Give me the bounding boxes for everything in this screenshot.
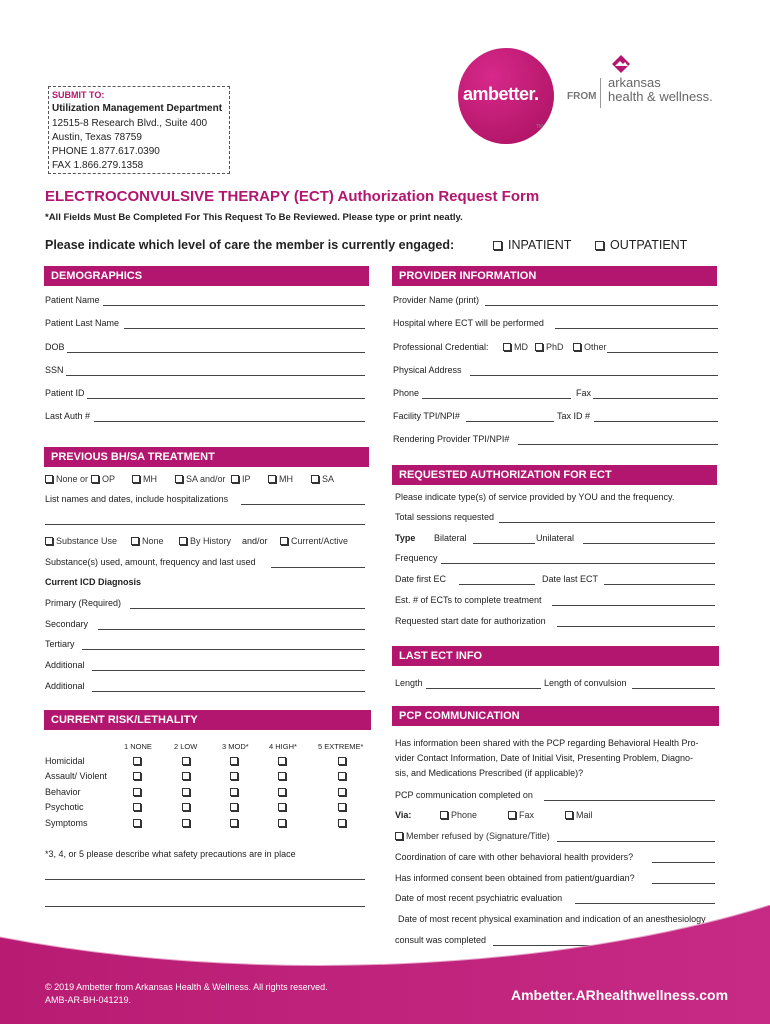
pcp-info-line3: sis, and Medications Prescribed (if applicable)? bbox=[395, 768, 584, 778]
risk-checkbox-r4-c3[interactable] bbox=[230, 803, 238, 811]
via-phone-label: Phone bbox=[451, 810, 478, 820]
additional2-field[interactable] bbox=[92, 691, 365, 692]
risk-checkbox-r5-c2[interactable] bbox=[182, 819, 190, 827]
and-or-label: and/or bbox=[242, 536, 268, 546]
risk-checkbox-r5-c3[interactable] bbox=[230, 819, 238, 827]
cred-phd-label: PhD bbox=[546, 342, 564, 352]
via-fax-option[interactable] bbox=[508, 810, 534, 820]
submit-heading: SUBMIT TO: bbox=[52, 90, 105, 100]
patient-last-name-label: Patient Last Name bbox=[45, 318, 120, 328]
risk-checkbox-r5-c4[interactable] bbox=[278, 819, 286, 827]
tertiary-field[interactable] bbox=[82, 649, 365, 650]
hospital-field[interactable] bbox=[555, 328, 718, 329]
risk-note-field-1[interactable] bbox=[45, 879, 365, 880]
icd-label: Current ICD Diagnosis bbox=[45, 577, 142, 587]
risk-checkbox-r3-c1[interactable] bbox=[133, 788, 141, 796]
convulsion-field[interactable] bbox=[632, 688, 715, 689]
list-names-field[interactable] bbox=[241, 504, 365, 505]
taxid-label: Tax ID # bbox=[557, 411, 591, 421]
date-first-label: Date first EC bbox=[395, 574, 447, 584]
prev-mh2-checkbox[interactable] bbox=[268, 475, 276, 483]
risk-checkbox-r3-c3[interactable] bbox=[230, 788, 238, 796]
est-label: Est. # of ECTs to complete treatment bbox=[395, 595, 542, 605]
by-history-checkbox[interactable] bbox=[179, 537, 187, 545]
current-active-option[interactable] bbox=[280, 536, 348, 546]
sessions-label: Total sessions requested bbox=[395, 512, 495, 522]
logo-org-line2: health & wellness. bbox=[608, 89, 713, 104]
last-auth-label: Last Auth # bbox=[45, 411, 91, 421]
coordination-label: Coordination of care with other behavioral health providers? bbox=[395, 852, 634, 862]
risk-checkbox-r1-c4[interactable] bbox=[278, 757, 286, 765]
prev-none-option[interactable] bbox=[45, 474, 88, 484]
risk-col-3: 3 MOD* bbox=[222, 742, 249, 751]
via-fax-label: Fax bbox=[519, 810, 535, 820]
physical-address-label: Physical Address bbox=[393, 365, 462, 375]
unilateral-label: Unilateral bbox=[536, 533, 575, 543]
prev-none-checkbox[interactable] bbox=[45, 475, 53, 483]
current-active-label: Current/Active bbox=[291, 536, 349, 546]
substances-label: Substance(s) used, amount, frequency and last used bbox=[45, 557, 256, 567]
dob-field[interactable] bbox=[67, 352, 365, 353]
outpatient-label: OUTPATIENT bbox=[610, 238, 688, 252]
bilateral-field[interactable] bbox=[473, 543, 535, 544]
primary-field[interactable] bbox=[130, 608, 365, 609]
risk-checkbox-r3-c5[interactable] bbox=[338, 788, 346, 796]
logo-divider bbox=[600, 78, 601, 108]
patient-id-label: Patient ID bbox=[45, 388, 85, 398]
frequency-field[interactable] bbox=[441, 563, 715, 564]
risk-checkbox-r3-c4[interactable] bbox=[278, 788, 286, 796]
facility-label: Facility TPI/NPI# bbox=[393, 411, 460, 421]
risk-col-4: 4 HIGH* bbox=[269, 742, 297, 751]
prev-sa-option[interactable] bbox=[311, 474, 334, 484]
risk-checkbox-r2-c1[interactable] bbox=[133, 772, 141, 780]
via-mail-label: Mail bbox=[576, 810, 593, 820]
footer-copyright: © 2019 Ambetter from Arkansas Health & Wellness. All rights reserved. bbox=[45, 982, 328, 992]
substance-use-option[interactable] bbox=[45, 536, 117, 546]
care-question: Please indicate which level of care the member is currently engaged: bbox=[45, 238, 455, 252]
patient-name-field[interactable] bbox=[103, 305, 365, 306]
est-field[interactable] bbox=[552, 605, 715, 606]
ambetter-tm: TM bbox=[536, 124, 544, 130]
risk-checkbox-r5-c5[interactable] bbox=[338, 819, 346, 827]
frequency-label: Frequency bbox=[395, 553, 438, 563]
facility-field[interactable] bbox=[466, 421, 554, 422]
prev-mh2-label: MH bbox=[279, 474, 293, 484]
substance-none-checkbox[interactable] bbox=[131, 537, 139, 545]
footer-url[interactable]: Ambetter.ARhealthwellness.com bbox=[511, 987, 729, 1003]
provider-header: PROVIDER INFORMATION bbox=[392, 266, 717, 286]
outpatient-option[interactable] bbox=[595, 238, 687, 253]
physical-address-field[interactable] bbox=[470, 375, 718, 376]
risk-checkbox-r3-c2[interactable] bbox=[182, 788, 190, 796]
via-phone-option[interactable] bbox=[440, 810, 477, 820]
submit-fax: FAX 1.866.279.1358 bbox=[52, 160, 144, 171]
ambetter-logo-text: ambetter. bbox=[463, 84, 539, 104]
logo-org-line1: arkansas bbox=[608, 75, 661, 90]
secondary-field[interactable] bbox=[98, 629, 365, 630]
list-names-label: List names and dates, include hospitalizations bbox=[45, 494, 229, 504]
patient-name-label: Patient Name bbox=[45, 295, 100, 305]
risk-checkbox-r2-c5[interactable] bbox=[338, 772, 346, 780]
cred-phd-option[interactable] bbox=[535, 342, 564, 352]
prev-mh-label: MH bbox=[143, 474, 157, 484]
indicate-label: Please indicate type(s) of service provided by YOU and the frequency. bbox=[395, 492, 675, 502]
additional1-field[interactable] bbox=[92, 670, 365, 671]
outpatient-checkbox[interactable] bbox=[595, 241, 604, 250]
bilateral-label: Bilateral bbox=[434, 533, 467, 543]
submit-dept: Utilization Management Department bbox=[52, 103, 223, 114]
cred-md-label: MD bbox=[514, 342, 528, 352]
pcp-info-line1: Has information been shared with the PCP regarding Behavioral Health Pro- bbox=[395, 738, 699, 748]
risk-row-homicidal: Homicidal bbox=[45, 756, 85, 766]
substance-none-option[interactable] bbox=[131, 536, 164, 546]
rendering-field[interactable] bbox=[518, 444, 718, 445]
risk-checkbox-r4-c4[interactable] bbox=[278, 803, 286, 811]
demographics-header: DEMOGRAPHICS bbox=[44, 266, 369, 286]
requested-header: REQUESTED AUTHORIZATION FOR ECT bbox=[392, 465, 717, 485]
prev-mh-checkbox[interactable] bbox=[132, 475, 140, 483]
risk-checkbox-r2-c2[interactable] bbox=[182, 772, 190, 780]
pcp-completed-label: PCP communication completed on bbox=[395, 790, 533, 800]
risk-checkbox-r1-c1[interactable] bbox=[133, 757, 141, 765]
provider-fax-field[interactable] bbox=[593, 398, 718, 399]
risk-checkbox-r2-c3[interactable] bbox=[230, 772, 238, 780]
cred-md-option[interactable] bbox=[503, 342, 528, 352]
type-label: Type bbox=[395, 533, 416, 543]
refused-label: Member refused by (Signature/Title) bbox=[406, 831, 550, 841]
prev-op-checkbox[interactable] bbox=[91, 475, 99, 483]
risk-row-symptoms: Symptoms bbox=[45, 818, 88, 828]
cred-other-option[interactable] bbox=[573, 342, 607, 352]
taxid-field[interactable] bbox=[594, 421, 718, 422]
refused-field[interactable] bbox=[557, 841, 715, 842]
risk-checkbox-r1-c5[interactable] bbox=[338, 757, 346, 765]
dob-label: DOB bbox=[45, 342, 65, 352]
by-history-option[interactable] bbox=[179, 536, 231, 546]
prev-none-label: None or bbox=[56, 474, 89, 484]
date-last-label: Date last ECT bbox=[542, 574, 599, 584]
rendering-label: Rendering Provider TPI/NPI# bbox=[393, 434, 510, 444]
provider-fax-label: Fax bbox=[576, 388, 592, 398]
provider-name-label: Provider Name (print) bbox=[393, 295, 480, 305]
risk-checkbox-r4-c5[interactable] bbox=[338, 803, 346, 811]
via-fax-checkbox[interactable] bbox=[508, 811, 516, 819]
inpatient-label: INPATIENT bbox=[508, 238, 572, 252]
length-field[interactable] bbox=[426, 688, 541, 689]
consent-field[interactable] bbox=[652, 883, 715, 884]
provider-name-field[interactable] bbox=[485, 305, 718, 306]
risk-col-2: 2 LOW bbox=[174, 742, 198, 751]
psych-eval-label: Date of most recent psychiatric evaluation bbox=[395, 893, 563, 903]
last-ect-header: LAST ECT INFO bbox=[392, 646, 719, 666]
unilateral-field[interactable] bbox=[583, 543, 715, 544]
prev-sa-label: SA bbox=[322, 474, 335, 484]
risk-checkbox-r4-c2[interactable] bbox=[182, 803, 190, 811]
current-active-checkbox[interactable] bbox=[280, 537, 288, 545]
footer-code: AMB-AR-BH-041219. bbox=[45, 995, 132, 1005]
via-mail-checkbox[interactable] bbox=[565, 811, 573, 819]
pcp-completed-field[interactable] bbox=[544, 800, 715, 801]
ssn-field[interactable] bbox=[66, 375, 365, 376]
last-auth-field[interactable] bbox=[94, 421, 365, 422]
submit-addr2: Austin, Texas 78759 bbox=[52, 132, 142, 143]
footer-band bbox=[0, 905, 770, 1024]
date-last-field[interactable] bbox=[604, 584, 715, 585]
cred-phd-checkbox[interactable] bbox=[535, 343, 543, 351]
secondary-label: Secondary bbox=[45, 619, 89, 629]
page-title: ELECTROCONVULSIVE THERAPY (ECT) Authorization Request Form bbox=[45, 188, 540, 205]
refused-option[interactable] bbox=[395, 831, 550, 841]
mountain-icon bbox=[611, 54, 631, 74]
physical-line1: Date of most recent physical examination and indication of an anesthesiology bbox=[398, 914, 706, 924]
cred-other-field[interactable] bbox=[607, 352, 718, 353]
prev-op-label: OP bbox=[102, 474, 116, 484]
previous-header: PREVIOUS BH/SA TREATMENT bbox=[44, 447, 369, 467]
additional1-label: Additional bbox=[45, 660, 85, 670]
prev-ip-option[interactable] bbox=[231, 474, 251, 484]
inpatient-checkbox[interactable] bbox=[493, 241, 502, 250]
hospital-label: Hospital where ECT will be performed bbox=[393, 318, 544, 328]
start-field[interactable] bbox=[557, 626, 715, 627]
list-names-field-2[interactable] bbox=[45, 524, 365, 525]
prev-sa-and-or-label: SA and/or bbox=[186, 474, 226, 484]
psych-eval-field[interactable] bbox=[575, 903, 715, 904]
date-first-field[interactable] bbox=[459, 584, 535, 585]
risk-row-psychotic: Psychotic bbox=[45, 802, 84, 812]
via-mail-option[interactable] bbox=[565, 810, 593, 820]
pcp-header: PCP COMMUNICATION bbox=[392, 706, 719, 726]
risk-note: *3, 4, or 5 please describe what safety precautions are in place bbox=[45, 849, 296, 859]
substance-use-checkbox[interactable] bbox=[45, 537, 53, 545]
coordination-field[interactable] bbox=[652, 862, 715, 863]
prev-mh2-option[interactable] bbox=[268, 474, 293, 484]
prev-sa-checkbox[interactable] bbox=[311, 475, 319, 483]
substance-use-label: Substance Use bbox=[56, 536, 118, 546]
prev-sa-and-or-option[interactable] bbox=[175, 474, 226, 484]
substances-field[interactable] bbox=[271, 567, 365, 568]
length-label: Length bbox=[395, 678, 423, 688]
sessions-field[interactable] bbox=[499, 522, 715, 523]
prev-mh-option[interactable] bbox=[132, 474, 157, 484]
prev-ip-label: IP bbox=[242, 474, 251, 484]
prev-sa-and-or-checkbox[interactable] bbox=[175, 475, 183, 483]
provider-phone-field[interactable] bbox=[422, 398, 571, 399]
substance-none-label: None bbox=[142, 536, 164, 546]
credential-label: Professional Credential: bbox=[393, 342, 489, 352]
physical-line2: consult was completed bbox=[395, 935, 487, 945]
risk-checkbox-r4-c1[interactable] bbox=[133, 803, 141, 811]
cred-other-label: Other bbox=[584, 342, 607, 352]
additional2-label: Additional bbox=[45, 681, 85, 691]
submit-addr1: 12515-8 Research Blvd., Suite 400 bbox=[52, 118, 208, 129]
consent-label: Has informed consent been obtained from patient/guardian? bbox=[395, 873, 635, 883]
risk-col-5: 5 EXTREME* bbox=[318, 742, 364, 751]
cred-other-checkbox[interactable] bbox=[573, 343, 581, 351]
cred-md-checkbox[interactable] bbox=[503, 343, 511, 351]
start-label: Requested start date for authorization bbox=[395, 616, 546, 626]
risk-header: CURRENT RISK/LETHALITY bbox=[44, 710, 371, 730]
via-label: Via: bbox=[395, 810, 412, 820]
risk-row-behavior: Behavior bbox=[45, 787, 81, 797]
via-phone-checkbox[interactable] bbox=[440, 811, 448, 819]
risk-checkbox-r1-c3[interactable] bbox=[230, 757, 238, 765]
primary-label: Primary (Required) bbox=[45, 598, 122, 608]
tertiary-label: Tertiary bbox=[45, 639, 75, 649]
risk-checkbox-r2-c4[interactable] bbox=[278, 772, 286, 780]
convulsion-label: Length of convulsion bbox=[544, 678, 627, 688]
prev-ip-checkbox[interactable] bbox=[231, 475, 239, 483]
inpatient-option[interactable] bbox=[493, 238, 571, 253]
by-history-label: By History bbox=[190, 536, 232, 546]
submit-phone: PHONE 1.877.617.0390 bbox=[52, 146, 160, 157]
provider-phone-label: Phone bbox=[393, 388, 420, 398]
risk-checkbox-r5-c1[interactable] bbox=[133, 819, 141, 827]
risk-checkbox-r1-c2[interactable] bbox=[182, 757, 190, 765]
patient-id-field[interactable] bbox=[87, 398, 365, 399]
pcp-info-line2: vider Contact Information, Date of Initial Visit, Presenting Problem, Diagno- bbox=[395, 753, 693, 763]
ssn-label: SSN bbox=[45, 365, 64, 375]
refused-checkbox[interactable] bbox=[395, 832, 403, 840]
patient-last-name-field[interactable] bbox=[124, 328, 365, 329]
prev-op-option[interactable] bbox=[91, 474, 115, 484]
required-note: *All Fields Must Be Completed For This Request To Be Reviewed. Please type or print neatly. bbox=[45, 212, 463, 223]
risk-col-1: 1 NONE bbox=[124, 742, 152, 751]
logo-from: FROM bbox=[567, 91, 597, 102]
risk-row-assault: Assault/ Violent bbox=[45, 771, 107, 781]
